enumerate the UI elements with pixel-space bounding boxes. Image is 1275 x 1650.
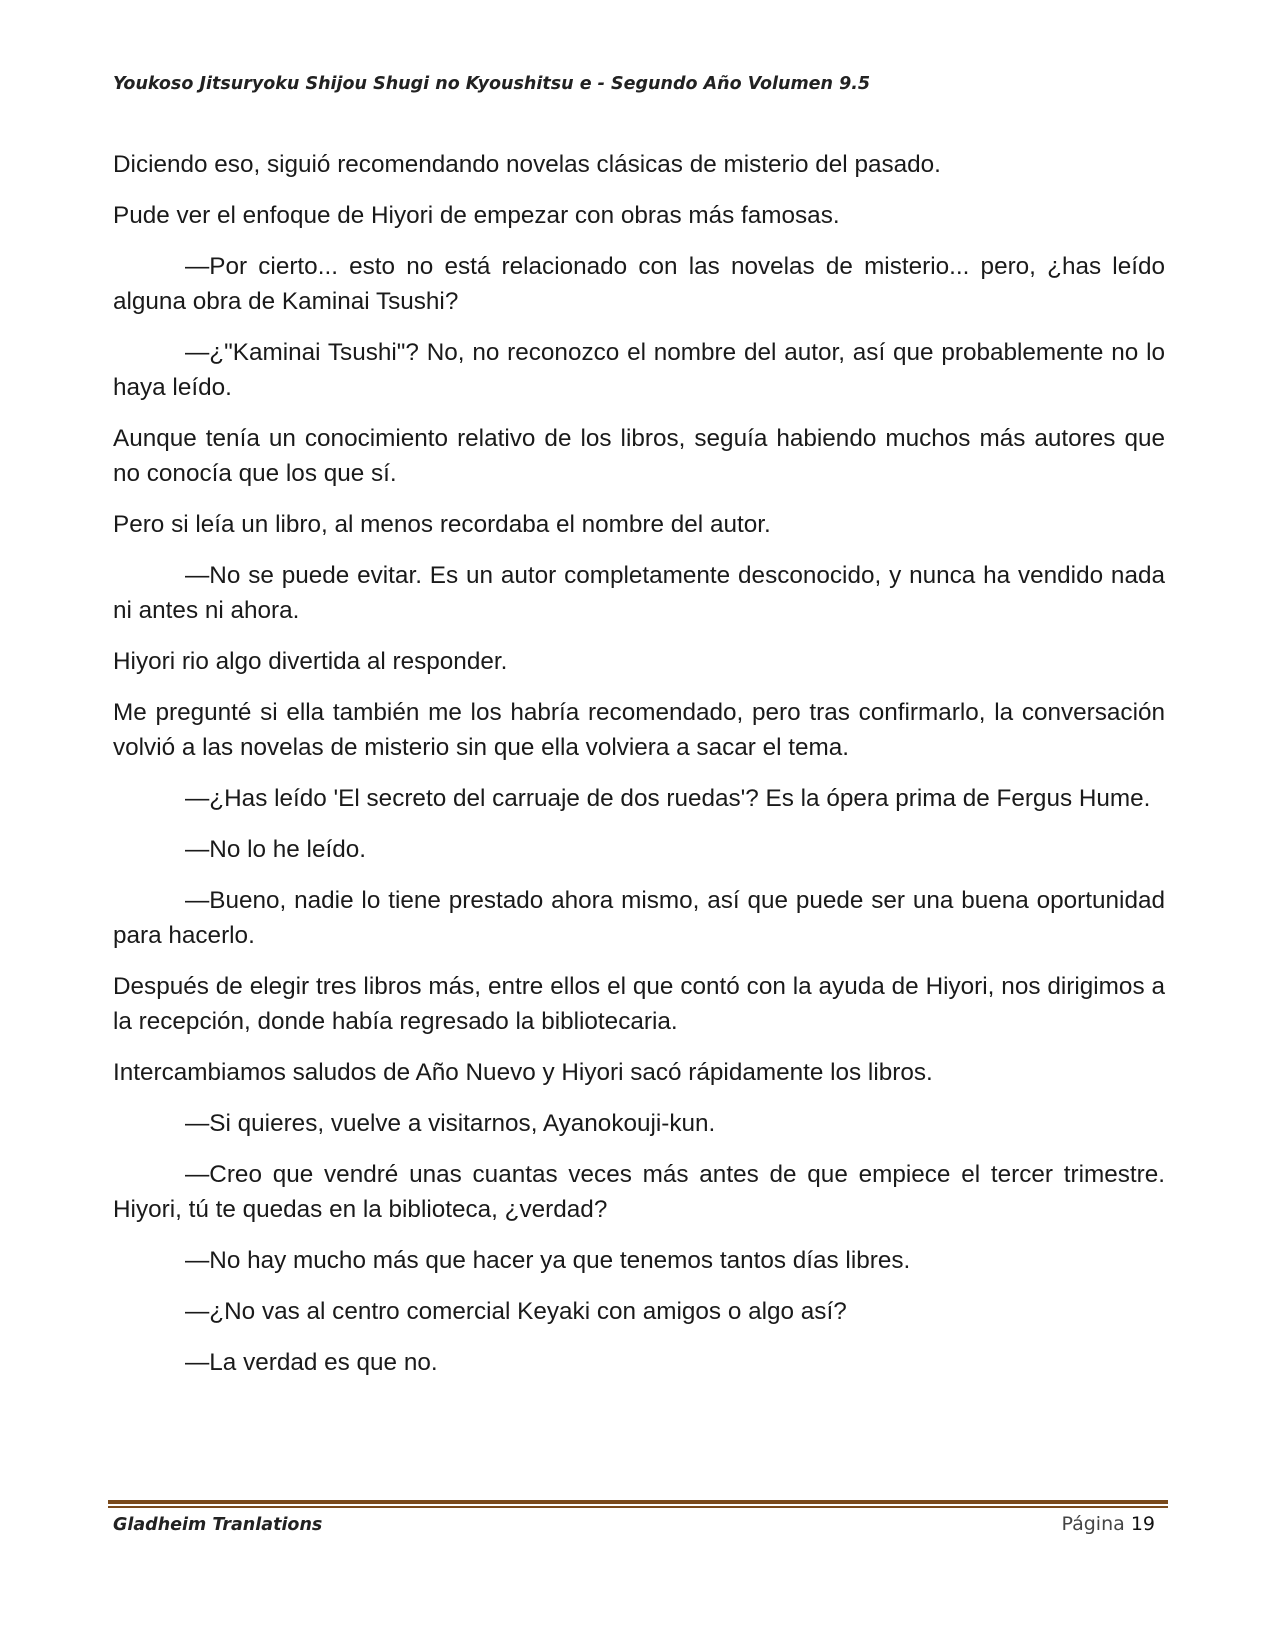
dialogue-paragraph: —Bueno, nadie lo tiene prestado ahora mismo, así que puede ser una buena oportunidad para hacerlo. <box>113 887 1165 949</box>
page-header-title: Youkoso Jitsuryoku Shijou Shugi no Kyoushitsu e - Segundo Año Volumen 9.5 <box>113 74 871 94</box>
page-number: 19 <box>1130 1513 1155 1535</box>
footer-credit: Gladheim Tranlations <box>113 1515 323 1535</box>
narration-paragraph: Pude ver el enfoque de Hiyori de empezar con obras más famosas. <box>113 202 840 229</box>
dialogue-paragraph: —No hay mucho más que hacer ya que tenemos tantos días libres. <box>185 1247 911 1274</box>
narration-paragraph: Hiyori rio algo divertida al responder. <box>113 648 508 675</box>
narration-paragraph: Intercambiamos saludos de Año Nuevo y Hiyori sacó rápidamente los libros. <box>113 1059 933 1086</box>
footer-divider-thin <box>108 1506 1168 1508</box>
page-number-label <box>1061 1513 1155 1535</box>
dialogue-paragraph: —Creo que vendré unas cuantas veces más antes de que empiece el tercer trimestre. Hiyori, tú te quedas en la biblioteca, ¿verdad? <box>113 1161 1165 1223</box>
dialogue-paragraph: —¿Has leído 'El secreto del carruaje de dos ruedas'? Es la ópera prima de Fergus Hume. <box>185 785 1151 812</box>
narration-paragraph: Pero si leía un libro, al menos recordaba el nombre del autor. <box>113 511 771 538</box>
page-label: Página <box>1061 1513 1125 1535</box>
narration-paragraph: Me pregunté si ella también me los habría recomendado, pero tras confirmarlo, la conversación volvió a las novelas de misterio sin que ella volviera a sacar el tema. <box>113 699 1165 761</box>
narration-paragraph: Diciendo eso, siguió recomendando novelas clásicas de misterio del pasado. <box>113 151 941 178</box>
dialogue-paragraph: —¿No vas al centro comercial Keyaki con amigos o algo así? <box>185 1298 847 1325</box>
dialogue-paragraph: —Si quieres, vuelve a visitarnos, Ayanokouji-kun. <box>185 1110 716 1137</box>
narration-paragraph: Después de elegir tres libros más, entre ellos el que contó con la ayuda de Hiyori, nos dirigimos a la recepción, donde había regresado la bibliotecaria. <box>113 973 1165 1035</box>
page-body <box>113 147 1165 1396</box>
dialogue-paragraph: —¿"Kaminai Tsushi"? No, no reconozco el nombre del autor, así que probablemente no lo haya leído. <box>113 339 1165 401</box>
footer-divider <box>108 1500 1168 1508</box>
dialogue-paragraph: —Por cierto... esto no está relacionado con las novelas de misterio... pero, ¿has leído alguna obra de Kaminai Tsushi? <box>113 253 1165 315</box>
dialogue-paragraph: —No se puede evitar. Es un autor completamente desconocido, y nunca ha vendido nada ni antes ni ahora. <box>113 562 1165 624</box>
dialogue-paragraph: —No lo he leído. <box>185 836 366 863</box>
narration-paragraph: Aunque tenía un conocimiento relativo de los libros, seguía habiendo muchos más autores que no conocía que los que sí. <box>113 425 1165 487</box>
dialogue-paragraph: —La verdad es que no. <box>185 1349 438 1376</box>
